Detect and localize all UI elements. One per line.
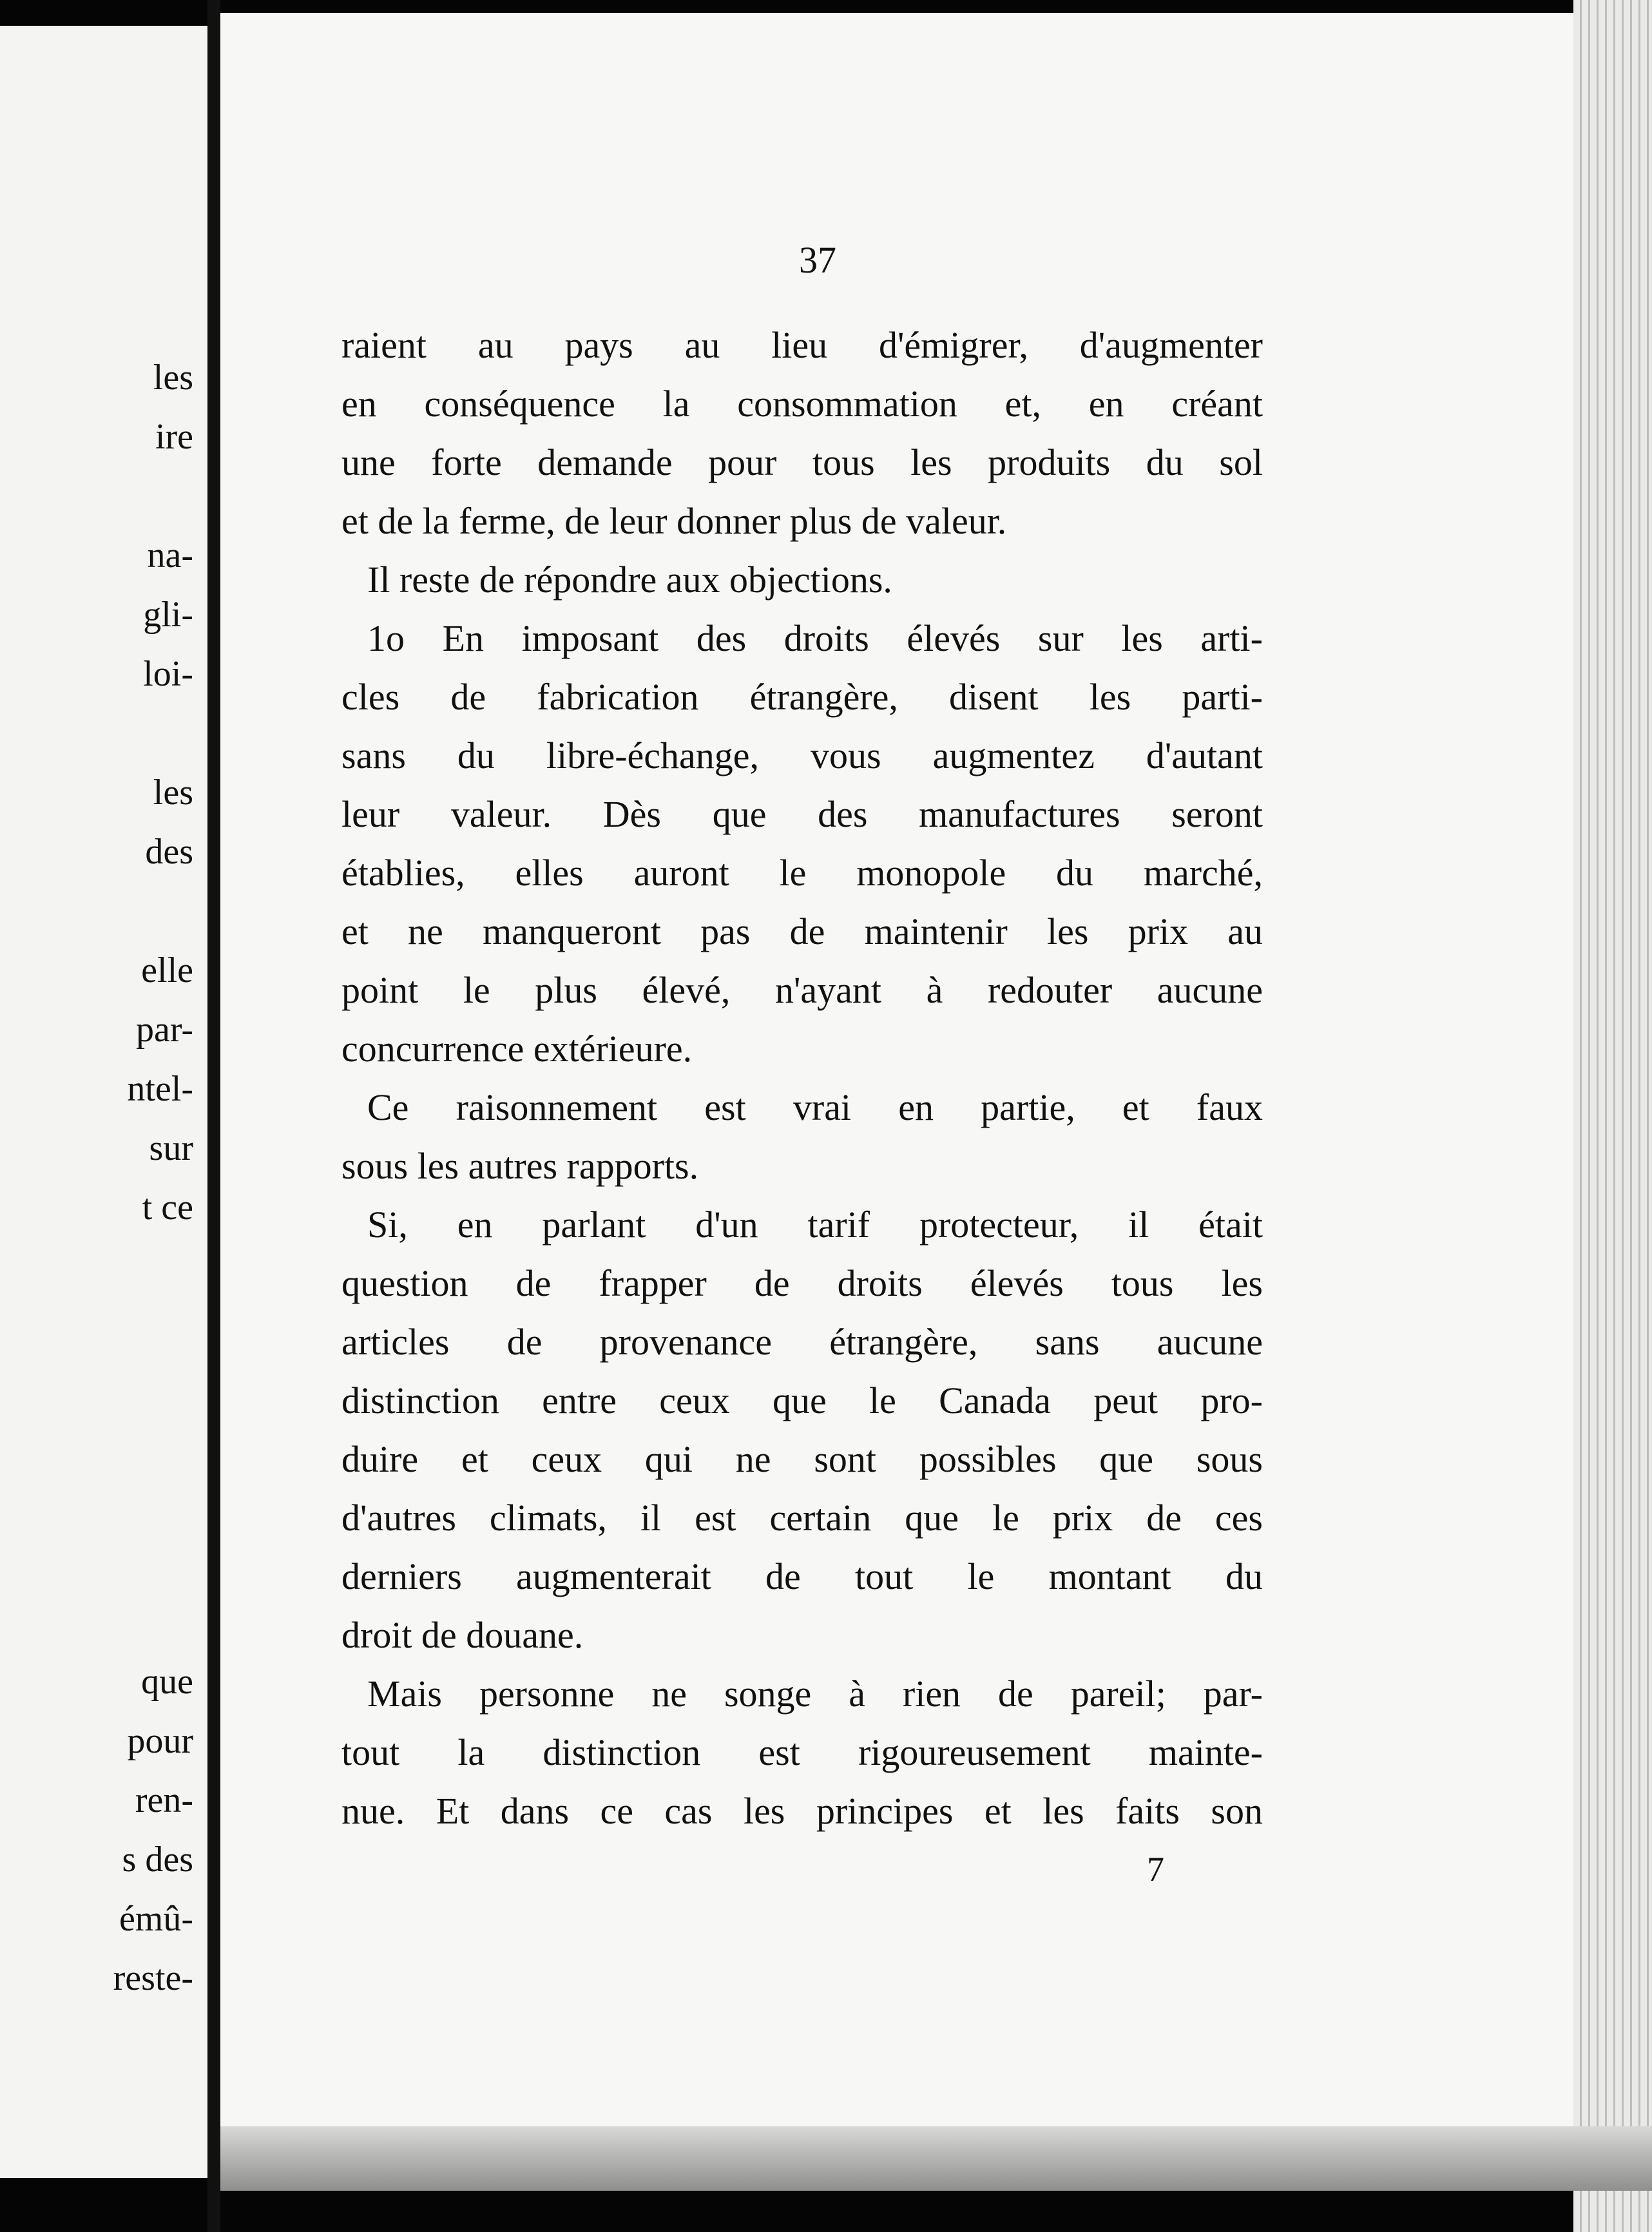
left-fragment-gap (0, 1593, 193, 1652)
text-line: et de la ferme, de leur donner plus de valeur. (341, 500, 1007, 542)
left-fragment-line: gli- (143, 595, 193, 635)
left-fragment-line: ntel- (127, 1069, 193, 1109)
text-line: articles de provenance étrangère, sans aucune (341, 1321, 1263, 1363)
left-fragment-line: les (153, 773, 193, 813)
text-line: droit de douane. (341, 1614, 584, 1656)
text-line: établies, elles auront le monopole du marché, (341, 852, 1263, 894)
left-fragment-line: na- (147, 535, 193, 575)
left-fragment-line: par- (135, 1010, 193, 1050)
text-line: tout la distinction est rigoureusement mainte- (341, 1731, 1263, 1773)
text-line: 1o En imposant des droits élevés sur les arti- (367, 617, 1263, 659)
text-line: derniers augmenterait de tout le montant du (341, 1555, 1263, 1597)
left-fragment-gap (0, 704, 193, 763)
text-line: distinction entre ceux que le Canada peut pro- (341, 1380, 1263, 1421)
text-line: duire et ceux qui ne sont possibles que sous (341, 1438, 1263, 1480)
left-page (0, 26, 207, 2178)
left-fragment-gap (0, 1534, 193, 1593)
text-line: leur valeur. Dès que des manufactures seront (341, 793, 1263, 835)
page-bottom-shadow (220, 2126, 1652, 2191)
left-fragment-line: reste- (113, 1958, 193, 1998)
page-body-text (341, 316, 1263, 1840)
text-line: en conséquence la consommation et, en créant (341, 383, 1263, 425)
left-fragment-line: des (145, 832, 193, 872)
page-edges (1573, 0, 1652, 2232)
left-fragment-gap (0, 1474, 193, 1534)
page-number: 37 (799, 239, 836, 281)
text-line: concurrence extérieure. (341, 1028, 693, 1070)
text-line: Si, en parlant d'un tarif protecteur, il était (367, 1204, 1263, 1246)
text-line: raient au pays au lieu d'émigrer, d'augmenter (341, 324, 1263, 366)
left-fragment-line: elle (141, 950, 193, 990)
left-fragment-line: ren- (135, 1780, 193, 1820)
text-line: sans du libre-échange, vous augmentez d'autant (341, 735, 1263, 776)
text-line: point le plus élevé, n'ayant à redouter aucune (341, 969, 1263, 1011)
text-line: Mais personne ne songe à rien de pareil; par- (367, 1673, 1263, 1715)
text-line: question de frapper de droits élevés tous les (341, 1262, 1263, 1304)
left-fragment-line: loi- (143, 654, 193, 694)
left-fragment-line: que (141, 1662, 193, 1702)
text-line: sous les autres rapports. (341, 1145, 699, 1187)
text-line: Il reste de répondre aux objections. (367, 559, 892, 601)
left-fragment-line: t ce (142, 1188, 193, 1227)
left-fragment-line: les (153, 358, 193, 398)
text-line: cles de fabrication étrangère, disent les parti- (341, 676, 1263, 718)
text-line: et ne manqueront pas de maintenir les prix au (341, 910, 1263, 952)
left-fragment-gap (0, 1356, 193, 1415)
text-line: nue. Et dans ce cas les principes et les faits son (341, 1790, 1263, 1832)
left-fragment-line: émû- (119, 1899, 193, 1939)
text-line: d'autres climats, il est certain que le prix de ces (341, 1497, 1263, 1539)
left-fragment-line: s des (122, 1840, 193, 1880)
left-fragment-gap (0, 881, 193, 941)
text-line: Ce raisonnement est vrai en partie, et faux (367, 1086, 1263, 1128)
left-fragment-gap (0, 1415, 193, 1474)
left-fragment-gap (0, 467, 193, 526)
left-fragment-gap (0, 1237, 193, 1296)
left-fragment-gap (0, 1296, 193, 1356)
book-gutter (207, 0, 220, 2232)
left-page-text-fragments (0, 348, 193, 2008)
left-fragment-line: pour (127, 1721, 193, 1761)
left-fragment-line: sur (149, 1128, 193, 1168)
signature-mark: 7 (1147, 1850, 1164, 1889)
text-line: une forte demande pour tous les produits du sol (341, 441, 1263, 483)
left-fragment-line: ire (155, 417, 193, 457)
